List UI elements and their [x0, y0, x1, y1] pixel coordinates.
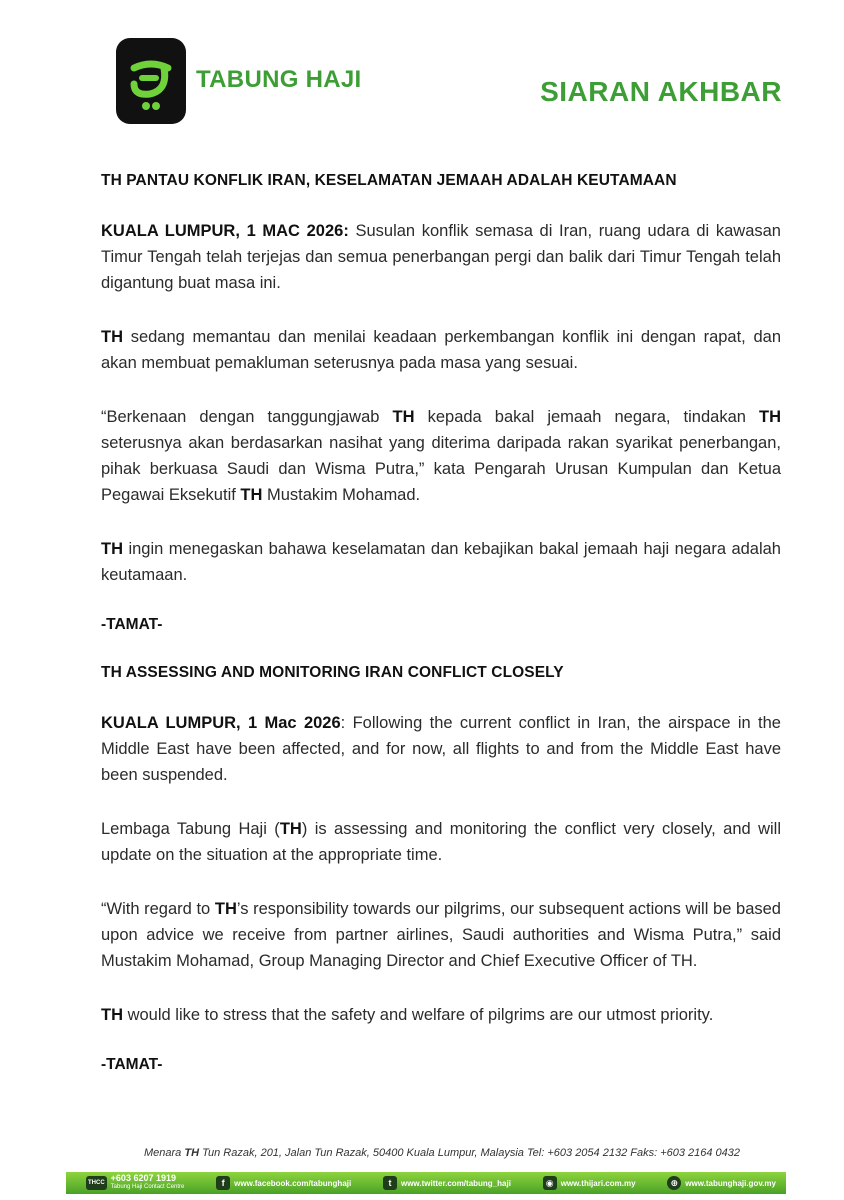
- dateline: KUALA LUMPUR, 1 MAC 2026:: [101, 222, 349, 240]
- text: Susulan konflik semasa di Iran, ruang udara di kawasan Timur Tengah telah terjejas dan semua penerbangan pergi dan balik dari Timur Tengah telah digantung buat masa ini.: [101, 222, 781, 292]
- th-abbrev: TH: [279, 820, 302, 838]
- cart-icon: ◉: [543, 1176, 557, 1190]
- text: “With regard to: [101, 900, 215, 918]
- facebook-link[interactable]: [216, 1176, 351, 1190]
- th-abbrev: TH: [101, 540, 123, 558]
- tabung-haji-logo: [116, 38, 186, 124]
- website-url: www.tabunghaji.gov.my: [685, 1178, 776, 1188]
- malay-paragraph-3: [101, 404, 781, 508]
- dateline: KUALA LUMPUR, 1 Mac 2026: [101, 714, 341, 732]
- text: ingin menegaskan bahawa keselamatan dan kebajikan bakal jemaah haji negara adalah keutamaan.: [101, 540, 781, 584]
- th-abbrev: TH: [240, 486, 263, 504]
- twitter-link[interactable]: [383, 1176, 511, 1190]
- english-paragraph-4: [101, 1002, 781, 1028]
- press-release-body: [101, 172, 781, 1104]
- text: Tun Razak, 201, Jalan Tun Razak, 50400 Kuala Lumpur, Malaysia Tel: +603 2054 2132 Faks: +603 2164 0432: [199, 1147, 741, 1159]
- th-abbrev: TH: [214, 900, 237, 918]
- malay-title: TH PANTAU KONFLIK IRAN, KESELAMATAN JEMAAH ADALAH KEUTAMAAN: [101, 172, 677, 189]
- text: Lembaga Tabung Haji (: [101, 820, 280, 838]
- text: would like to stress that the safety and welfare of pilgrims are our utmost priority.: [123, 1006, 714, 1024]
- text: ) is assessing and monitoring the conflict very closely, and will update on the situation at the appropriate time.: [101, 820, 782, 864]
- text: kepada bakal jemaah negara, tindakan: [414, 408, 759, 426]
- letterhead: [0, 0, 844, 140]
- document-type: SIARAN AKHBAR: [540, 76, 782, 107]
- th-abbrev: TH: [392, 408, 415, 426]
- malay-end-marker: -TAMAT-: [101, 616, 163, 633]
- thijari-link[interactable]: [543, 1176, 636, 1190]
- text: Mustakim Mohamad.: [262, 486, 421, 504]
- footer-address: [144, 1147, 784, 1159]
- text: sedang memantau dan menilai keadaan perkembangan konflik ini dengan rapat, dan akan membuat pemakluman seterusnya pada masa yang sesuai.: [101, 328, 781, 372]
- english-paragraph-2: [101, 816, 781, 868]
- twitter-icon: t: [383, 1176, 397, 1190]
- text: seterusnya akan berdasarkan nasihat yang diterima daripada rakan syarikat penerbangan, pihak berkuasa Saudi dan Wisma Putra,” kata Pengarah Urusan Kumpulan dan Ketua Pegawai Eksekutif: [101, 434, 781, 504]
- th-abbrev: TH: [101, 328, 123, 346]
- globe-icon: ⊕: [667, 1176, 681, 1190]
- th-abbrev: TH: [101, 1006, 123, 1024]
- footer-contact-bar: [66, 1172, 786, 1194]
- english-end-marker: -TAMAT-: [101, 1056, 163, 1073]
- th-abbrev: TH: [759, 408, 781, 426]
- thijari-url: www.thijari.com.my: [560, 1178, 636, 1188]
- facebook-url: www.facebook.com/tabunghaji: [234, 1178, 352, 1188]
- contact-sub: Tabung Haji Contact Centre: [110, 1184, 185, 1190]
- th-abbrev: TH: [184, 1147, 200, 1159]
- facebook-icon: f: [216, 1176, 230, 1190]
- english-title: TH ASSESSING AND MONITORING IRAN CONFLICT CLOSELY: [101, 664, 564, 681]
- malay-paragraph-4: [101, 536, 781, 588]
- english-paragraph-3: [101, 896, 781, 974]
- text: Menara: [144, 1147, 185, 1159]
- logo-name: TABUNG HAJI: [196, 66, 362, 93]
- text: “Berkenaan dengan tanggungjawab: [101, 408, 393, 426]
- text: ’s responsibility towards our pilgrims, our subsequent actions will be based upon advice we receive from partner airlines, Saudi authorities and Wisma Putra,” said Mustakim Mohamad, Group Managing Director and Chief Executive Officer of TH.: [101, 900, 781, 970]
- malay-paragraph-1: [101, 218, 781, 296]
- website-link[interactable]: [667, 1176, 776, 1190]
- twitter-url: www.twitter.com/tabung_haji: [400, 1178, 511, 1188]
- text: : Following the current conflict in Iran, the airspace in the Middle East have been affected, and for now, all flights to and from the Middle East have been suspended.: [101, 714, 781, 784]
- contact-centre: [86, 1174, 184, 1192]
- english-paragraph-1: [101, 710, 781, 788]
- malay-paragraph-2: [101, 324, 781, 376]
- contact-phone: +603 6207 1919: [110, 1173, 176, 1183]
- phone-icon: THCC: [86, 1176, 107, 1190]
